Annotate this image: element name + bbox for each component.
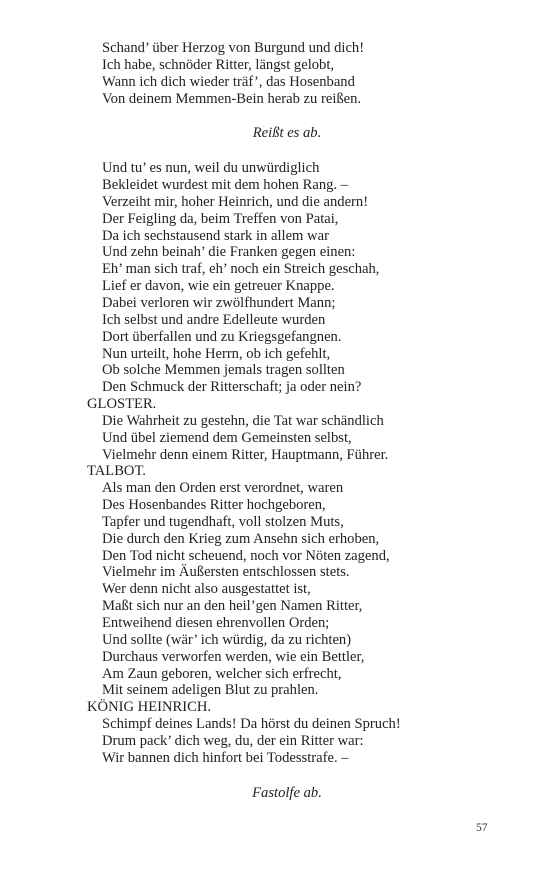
verse-line: Dabei verloren wir zwölfhundert Mann; [102,294,336,311]
verse-line: Die durch den Krieg zum Ansehn sich erhoben, [102,530,380,547]
verse-line: Durchaus verworfen werden, wie ein Bettler, [102,648,365,665]
verse-line: Wer denn nicht also ausgestattet ist, [102,581,311,598]
verse-block-1 [87,40,527,107]
verse-block-2 [87,160,527,396]
spacer [87,107,527,125]
verse-line: Und übel ziemend dem Gemeinsten selbst, [102,429,352,446]
verse-line: Den Tod nicht scheuend, noch vor Nöten zagend, [102,547,390,564]
verse-line: Maßt sich nur an den heil’gen Namen Ritter, [102,598,363,615]
verse-line: Entweihend diesen ehrenvollen Orden; [102,615,330,631]
verse-line: Wann ich dich wieder träf’, das Hosenband [102,73,355,90]
spacer [87,142,527,160]
verse-line: Vielmehr denn einem Ritter, Hauptmann, Führer. [102,446,389,463]
verse-line: Drum pack’ dich weg, du, der ein Ritter war: [102,732,364,749]
verse-line: Da ich sechstausend stark in allem war [102,227,329,244]
verse-block-5 [87,716,527,767]
play-text [87,40,527,801]
verse-line: Eh’ man sich traf, eh’ noch ein Streich geschah, [102,261,380,278]
verse-line: Schimpf deines Lands! Da hörst du deinen Spruch! [102,716,401,733]
verse-line: Lief er davon, wie ein getreuer Knappe. [102,278,335,295]
verse-line: Verzeiht mir, hoher Heinrich, und die andern! [102,193,369,210]
speaker-name: GLOSTER. [87,396,157,413]
verse-line: Bekleidet wurdest mit dem hohen Rang. – [102,177,349,194]
verse-line: Vielmehr im Äußersten entschlossen stets. [102,564,350,581]
verse-line: Dort überfallen und zu Kriegsgefangnen. [102,328,342,345]
verse-line: Die Wahrheit zu gestehn, die Tat war schändlich [102,412,384,429]
verse-line: Und tu’ es nun, weil du unwürdiglich [102,160,320,177]
verse-line: Der Feigling da, beim Treffen von Patai, [102,210,339,227]
verse-line: Und zehn beinah’ die Franken gegen einen: [102,244,356,261]
speaker-name: TALBOT. [87,463,146,480]
verse-line: Am Zaun geboren, welcher sich erfrecht, [102,665,342,682]
verse-line: Des Hosenbandes Ritter hochgeboren, [102,497,326,514]
verse-line: Wir bannen dich hinfort bei Todesstrafe. – [102,749,349,766]
verse-block-3 [87,413,527,464]
stage-direction: Reißt es ab. [252,125,322,142]
stage-direction: Fastolfe ab. [252,784,322,801]
verse-block-4 [87,480,527,699]
verse-line: Den Schmuck der Ritterschaft; ja oder nein? [102,379,362,396]
verse-line: Und sollte (wär’ ich würdig, da zu richten) [102,631,352,648]
speaker-name: KÖNIG HEINRICH. [87,699,212,716]
verse-line: Schand’ über Herzog von Burgund und dich! [102,40,365,56]
verse-line: Als man den Orden erst verordnet, waren [102,480,344,497]
verse-line: Ich habe, schnöder Ritter, längst gelobt, [102,56,335,73]
verse-line: Tapfer und tugendhaft, voll stolzen Muts, [102,513,344,530]
verse-line: Ich selbst und andre Edelleute wurden [102,311,326,328]
verse-line: Mit seinem adeligen Blut zu prahlen. [102,682,319,699]
page-number: 57 [476,822,488,834]
spacer [87,767,527,785]
verse-line: Ob solche Memmen jemals tragen sollten [102,362,345,379]
verse-line: Von deinem Memmen-Bein herab zu reißen. [102,90,362,107]
verse-line: Nun urteilt, hohe Herrn, ob ich gefehlt, [102,345,331,362]
